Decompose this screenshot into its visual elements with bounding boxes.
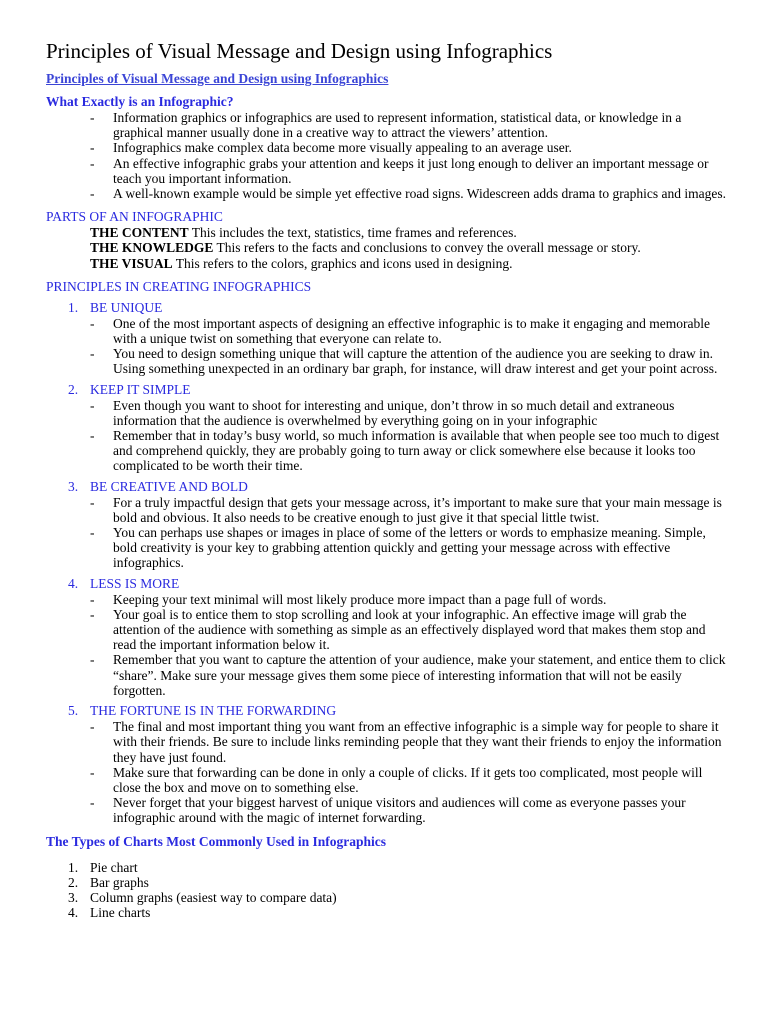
list-item: - You can perhaps use shapes or images in place of some of the letters or words to emphasize meaning. Simple, bold creativity is your key to grabbing attention quickly and getting your message across with effective infographics. [90,525,706,571]
dash-bullet: - [90,428,95,444]
dash-bullet: - [90,110,95,125]
principles-heading: PRINCIPLES IN CREATING INFOGRAPHICS [46,278,312,294]
list-item: 4. Line charts [68,905,151,921]
dash-bullet: - [90,606,95,622]
list-item: - Keeping your text minimal will most likely produce more impact than a page full of words. [90,591,607,607]
parts-list [46,225,728,271]
dash-bullet: - [90,155,95,171]
list-item: - Remember that you want to capture the attention of your audience, make your statement, and entice them to click “share”. Make sure your message gives them some piece of interesting information that will not be easily forgotten. [90,652,726,698]
list-item: - Your goal is to entice them to stop scrolling and look at your infographic. An effective image will grab the attention of the audience with something as simple as an effectively displayed word that makes them stop and read the important information below it. [90,606,706,653]
principle-list [46,316,728,377]
dash-bullet: - [90,591,95,607]
principle-heading: 5. THE FORTUNE IS IN THE FORWARDING [68,703,337,719]
subtitle-link[interactable]: Principles of Visual Message and Design using Infographics [46,71,389,86]
principle-heading: 1. BE UNIQUE [68,299,163,315]
parts-item: THE CONTENT This includes the text, statistics, time frames and references. [90,225,517,241]
dash-bullet: - [90,315,95,331]
document-title: Principles of Visual Message and Design using Infographics [46,39,553,63]
dash-bullet: - [90,140,95,156]
list-item: - Remember that in today’s busy world, so much information is available that when people see too much to digest and comprehend quickly, they are probably going to turn away or click somewhere else because it looks too complicated to be worth their time. [90,428,720,474]
principle-heading: 3. BE CREATIVE AND BOLD [68,478,248,494]
parts-heading: PARTS OF AN INFOGRAPHIC [46,209,223,225]
principle-list [46,592,728,698]
principle-heading: 4. LESS IS MORE [68,575,180,591]
types-heading: The Types of Charts Most Commonly Used in Infographics [46,833,387,849]
dash-bullet: - [90,346,95,362]
principle-list [46,495,728,571]
list-item: 3. Column graphs (easiest way to compare data) [68,889,337,905]
types-list [46,860,728,921]
principle-list [46,719,728,825]
principle-list [46,398,728,474]
dash-bullet: - [90,525,95,541]
dash-bullet: - [90,795,95,811]
parts-item: THE KNOWLEDGE This refers to the facts and conclusions to convey the overall message or story. [90,240,641,256]
list-item: - Never forget that your biggest harvest of unique visitors and audiences will come as everyone passes your infographic around with the magic of internet forwarding. [90,795,686,826]
list-item: - One of the most important aspects of designing an effective infographic is to make it engaging and memorable with a unique twist on something that everyone can relate to. [90,315,710,347]
what-list [46,110,728,201]
dash-bullet: - [90,397,95,413]
parts-item: THE VISUAL This refers to the colors, graphics and icons used in designing. [90,255,513,271]
list-item: - For a truly impactful design that gets your message across, it’s important to make sure that your main message is bold and obvious. It also needs to be creative enough to just give it that special little twist. [90,494,722,525]
list-item: - Even though you want to shoot for interesting and unique, don’t throw in so much detail and extraneous information that the audience is overwhelmed by everything going on in your infographic [90,397,675,428]
list-item: - A well-known example would be simple yet effective road signs. Widescreen adds drama to graphics and images. [90,186,727,202]
list-item: - Make sure that forwarding can be done in only a couple of clicks. If it gets too complicated, most people will close the box and move on to something else. [90,764,703,795]
list-item: - Information graphics or infographics are used to represent information, statistical data, or knowledge in a graphical manner usually done in a creative way to attract the viewers’ attention. [90,110,682,141]
dash-bullet: - [90,652,95,668]
list-item: - The final and most important thing you want from an effective infographic is a simple way for people to share it with their friends. Be sure to include links reminding people that they want their friends to enjoy the information they have just found. [90,719,722,765]
list-item: - Infographics make complex data become more visually appealing to an average user. [90,140,572,156]
list-item: 2. Bar graphs [68,874,149,890]
list-item: 1. Pie chart [68,859,138,875]
dash-bullet: - [90,719,95,735]
dash-bullet: - [90,764,95,780]
principle-heading: 2. KEEP IT SIMPLE [68,381,191,397]
dash-bullet: - [90,186,95,202]
what-heading: What Exactly is an Infographic? [46,94,234,109]
dash-bullet: - [90,494,95,510]
list-item: - You need to design something unique that will capture the attention of the audience you are seeking to draw in. Using something unexpected in an ordinary bar graph, for instance, will draw interest and get your point across. [90,346,718,377]
list-item: - An effective infographic grabs your attention and keeps it just long enough to deliver an important message or teach you important information. [90,155,709,186]
